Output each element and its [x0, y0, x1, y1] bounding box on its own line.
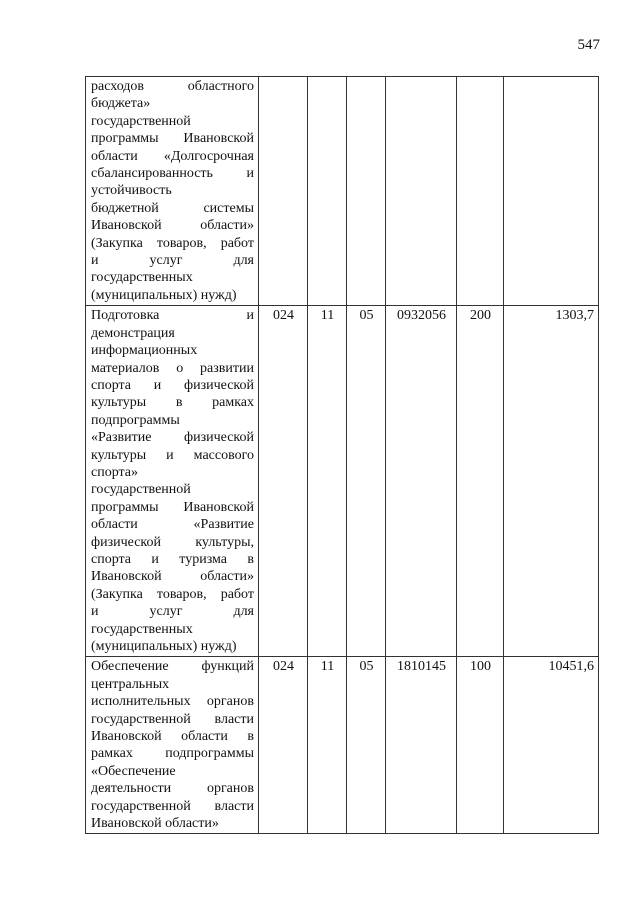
- row-description-line: Ивановской области»: [91, 569, 254, 585]
- expense-type-cell: 200: [457, 306, 504, 657]
- row-description-cell: [86, 657, 259, 834]
- amount-cell: [504, 77, 599, 306]
- row-description-line: культуры и массового: [91, 447, 254, 463]
- row-description-line: государственной власти: [91, 798, 254, 814]
- ministry-code-cell: 024: [259, 657, 308, 834]
- target-article-cell: 0932056: [386, 306, 457, 657]
- row-description-line: центральных: [91, 676, 170, 692]
- row-description-line: культуры в рамках: [91, 395, 254, 411]
- row-description-line: государственной власти: [91, 711, 254, 727]
- row-description-line: (муниципальных) нужд): [91, 639, 237, 654]
- table-row: [86, 77, 599, 306]
- row-description-line: Подготовка и: [91, 308, 254, 324]
- row-description-line: бюджета»: [91, 96, 151, 112]
- row-description-line: области «Долгосрочная: [91, 148, 254, 164]
- row-description-line: деятельности органов: [91, 781, 254, 797]
- row-description-line: государственных: [91, 621, 193, 637]
- subsection-code-cell: 05: [347, 657, 386, 834]
- section-code-cell: 11: [308, 657, 347, 834]
- row-description-line: спорта»: [91, 464, 139, 480]
- row-description-line: (Закупка товаров, работ: [91, 235, 254, 251]
- row-description-line: сбалансированность и: [91, 166, 254, 182]
- row-description-line: области «Развитие: [91, 517, 254, 533]
- row-description-cell: [86, 77, 259, 306]
- row-description-line: государственных: [91, 270, 193, 286]
- target-article-cell: 1810145: [386, 657, 457, 834]
- row-description-line: рамках подпрограммы: [91, 746, 254, 762]
- ministry-code-cell: 024: [259, 306, 308, 657]
- row-description-line: устойчивость: [91, 183, 172, 199]
- row-description-line: подпрограммы: [91, 412, 180, 428]
- amount-cell: 10451,6: [504, 657, 599, 834]
- row-description-line: физической культуры,: [91, 534, 254, 550]
- subsection-code-cell: 05: [347, 306, 386, 657]
- row-description-line: «Развитие физической: [91, 430, 254, 446]
- row-description-line: материалов о развитии: [91, 360, 254, 376]
- subsection-code-cell: [347, 77, 386, 306]
- row-description-line: расходов областного: [91, 79, 254, 94]
- row-description-line: бюджетной системы: [91, 200, 254, 216]
- row-description-line: Ивановской области в: [91, 729, 254, 745]
- section-code-cell: [308, 77, 347, 306]
- row-description-line: программы Ивановской: [91, 131, 254, 147]
- expense-type-cell: 100: [457, 657, 504, 834]
- expense-type-cell: [457, 77, 504, 306]
- budget-table-body: [86, 77, 599, 834]
- row-description-cell: [86, 306, 259, 657]
- row-description-line: и услуг для: [91, 604, 254, 620]
- table-row: [86, 306, 599, 657]
- section-code-cell: 11: [308, 306, 347, 657]
- amount-cell: 1303,7: [504, 306, 599, 657]
- row-description-line: (Закупка товаров, работ: [91, 586, 254, 602]
- row-description-line: Обеспечение функций: [91, 659, 254, 675]
- row-description-line: Ивановской области»: [91, 218, 254, 234]
- row-description-line: исполнительных органов: [91, 694, 254, 710]
- page-number: 547: [577, 37, 600, 53]
- row-description-line: информационных: [91, 343, 198, 359]
- row-description-line: программы Ивановской: [91, 499, 254, 515]
- row-description-line: спорта и физической: [91, 377, 254, 393]
- budget-table: [85, 76, 599, 834]
- row-description-line: государственной: [91, 482, 191, 498]
- row-description-line: Ивановской области»: [91, 816, 219, 832]
- ministry-code-cell: [259, 77, 308, 306]
- row-description-line: и услуг для: [91, 253, 254, 269]
- row-description-line: спорта и туризма в: [91, 551, 254, 567]
- target-article-cell: [386, 77, 457, 306]
- row-description-line: демонстрация: [91, 325, 175, 341]
- row-description-line: «Обеспечение: [91, 763, 176, 779]
- table-row: [86, 657, 599, 834]
- row-description-line: (муниципальных) нужд): [91, 287, 237, 303]
- row-description-line: государственной: [91, 113, 191, 129]
